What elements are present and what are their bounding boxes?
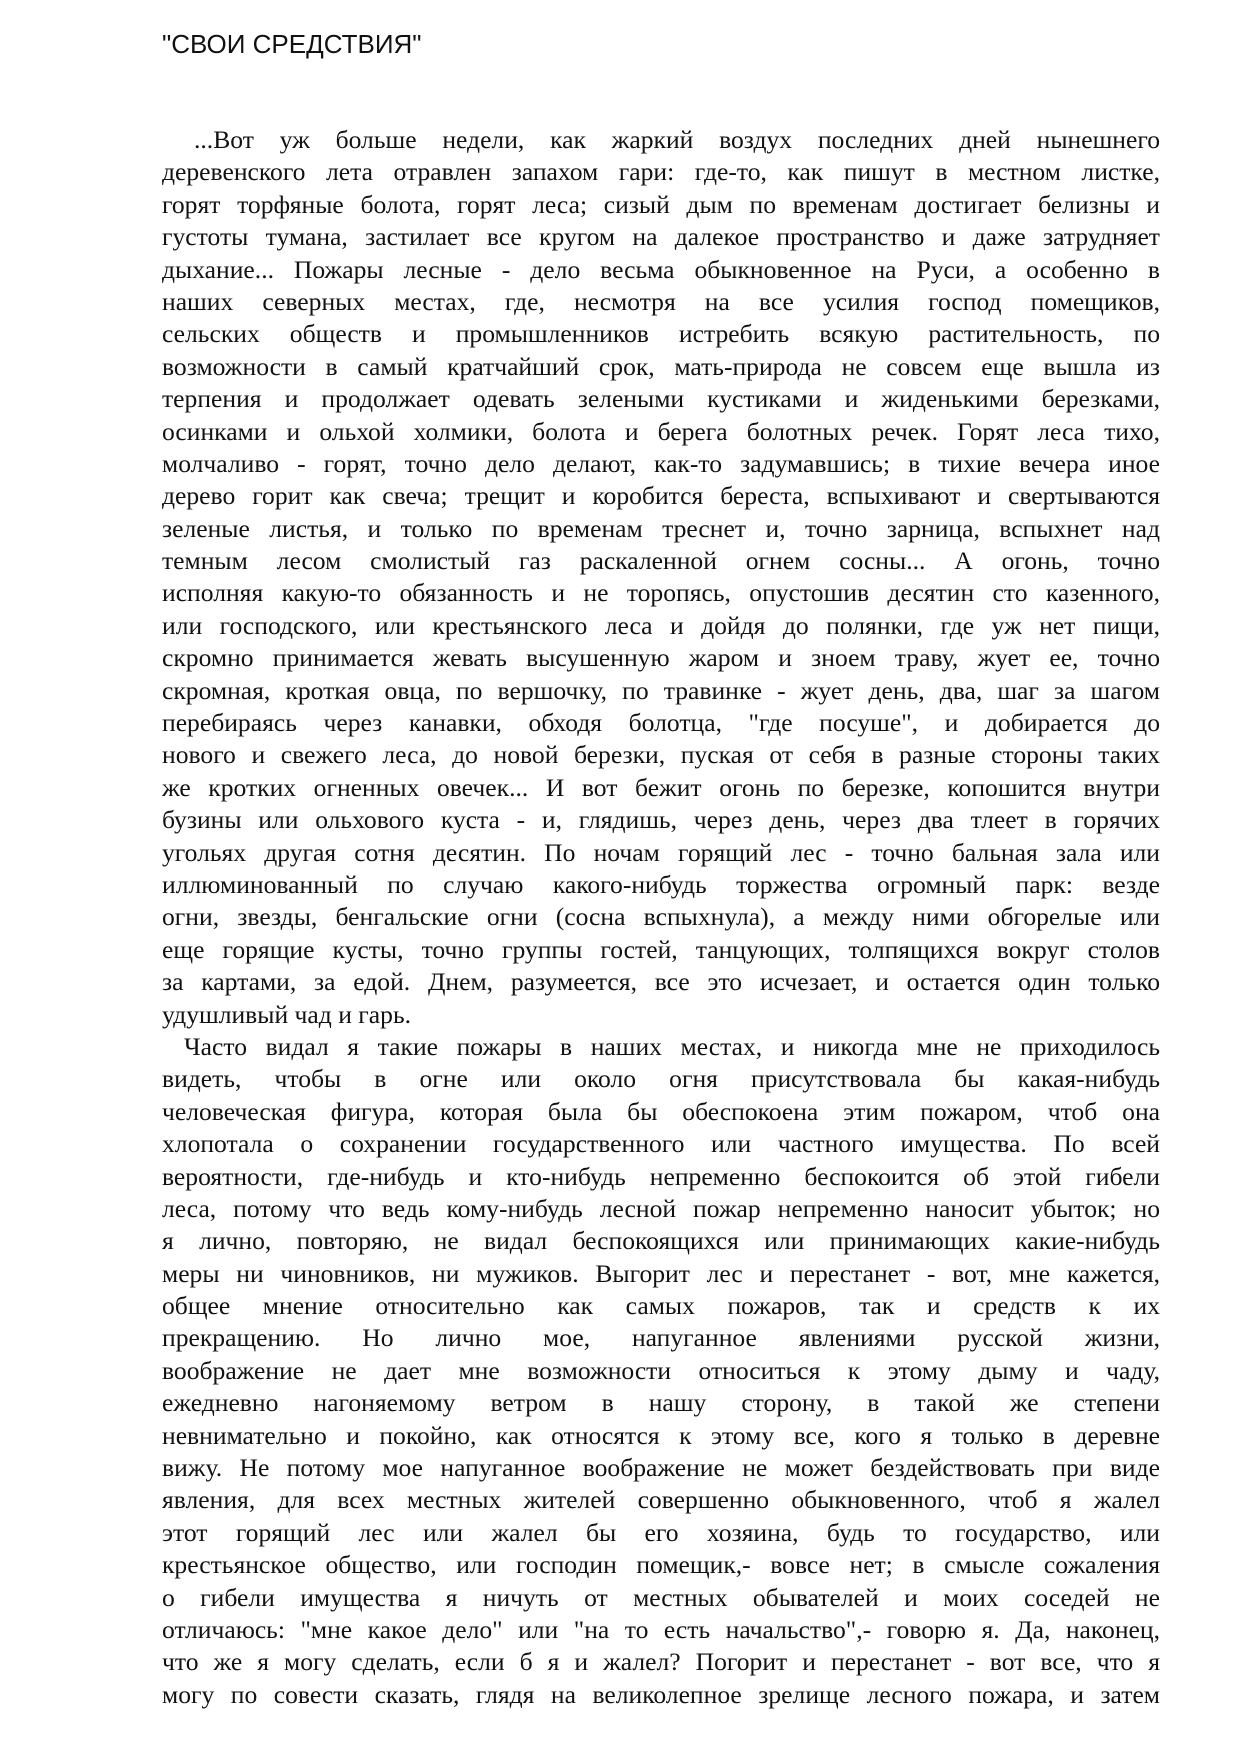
- text-line: воображение не дает мне возможности относиться к этому дыму и чаду,: [162, 1355, 1160, 1385]
- text-line: невнимательно и покойно, как относятся к этому все, кого я только в деревне: [162, 1420, 1160, 1450]
- text-line: угольях другая сотня десятин. По ночам горящий лес - точно бальная зала или: [162, 837, 1160, 867]
- text-line: человеческая фигура, которая была бы обеспокоена этим пожаром, чтоб она: [162, 1096, 1160, 1126]
- document-title: "СВОИ СРЕДСТВИЯ": [162, 29, 422, 59]
- text-line: темным лесом смолистый газ раскаленной огнем сосны... А огонь, точно: [162, 546, 1160, 576]
- text-line: о гибели имущества я ничуть от местных обывателей и моих соседей не: [162, 1582, 1160, 1612]
- text-line: Часто видал я такие пожары в наших местах, и никогда мне не приходилось: [184, 1031, 1160, 1061]
- text-line: удушливый чад и гарь.: [162, 999, 412, 1029]
- text-line: терпения и продолжает одевать зелеными кустиками и жиденькими березками,: [162, 384, 1160, 414]
- text-line: огни, звезды, бенгальские огни (сосна вспыхнула), а между ними обгорелые или: [162, 902, 1160, 932]
- document-body: [162, 124, 1160, 1711]
- text-line: этот горящий лес или жалел бы его хозяина, будь то государство, или: [162, 1517, 1160, 1547]
- text-line: молчаливо - горят, точно дело делают, как-то задумавшись; в тихие вечера иное: [162, 448, 1160, 478]
- text-line: хлопотала о сохранении государственного или частного имущества. По всей: [162, 1129, 1160, 1159]
- text-line: ежедневно нагоняемому ветром в нашу сторону, в такой же степени: [162, 1388, 1160, 1418]
- text-line: видеть, чтобы в огне или около огня присутствовала бы какая-нибудь: [162, 1064, 1160, 1094]
- text-line: за картами, за едой. Днем, разумеется, все это исчезает, и остается один только: [162, 967, 1160, 997]
- text-line: я лично, повторяю, не видал беспокоящихся или принимающих какие-нибудь: [162, 1226, 1160, 1256]
- text-line: вероятности, где-нибудь и кто-нибудь непременно беспокоится об этой гибели: [162, 1161, 1160, 1191]
- text-line: вижу. Не потому мое напуганное воображение не может бездействовать при виде: [162, 1453, 1160, 1483]
- text-line: прекращению. Но лично мое, напуганное явлениями русской жизни,: [162, 1323, 1160, 1353]
- text-line: наших северных местах, где, несмотря на все усилия господ помещиков,: [162, 286, 1160, 316]
- text-line: нового и свежего леса, до новой березки, пуская от себя в разные стороны таких: [162, 740, 1160, 770]
- text-line: скромно принимается жевать высушенную жаром и зноем траву, жует ее, точно: [162, 643, 1160, 673]
- text-line: дыхание... Пожары лесные - дело весьма обыкновенное на Руси, а особенно в: [162, 254, 1160, 284]
- text-line: ...Вот уж больше недели, как жаркий воздух последних дней нынешнего: [194, 125, 1160, 154]
- text-line: отличаюсь: "мне какое дело" или "на то есть начальство",- говорю я. Да, наконец,: [162, 1614, 1160, 1644]
- text-line: иллюминованный по случаю какого-нибудь торжества огромный парк: везде: [162, 869, 1160, 899]
- text-line: еще горящие кусты, точно группы гостей, танцующих, толпящихся вокруг столов: [162, 934, 1160, 964]
- text-line: возможности в самый кратчайший срок, мать-природа не совсем еще вышла из: [162, 351, 1160, 381]
- text-line: осинками и ольхой холмики, болота и берега болотных речек. Горят леса тихо,: [162, 416, 1160, 446]
- text-line: дерево горит как свеча; трещит и коробится береста, вспыхивают и свертываются: [162, 481, 1160, 511]
- text-line: или господского, или крестьянского леса и дойдя до полянки, где уж нет пищи,: [162, 610, 1160, 640]
- text-line: исполняя какую-то обязанность и не торопясь, опустошив десятин сто казенного,: [162, 578, 1160, 608]
- text-line: могу по совести сказать, глядя на великолепное зрелище лесного пожара, и затем: [162, 1679, 1160, 1709]
- text-line: меры ни чиновников, ни мужиков. Выгорит лес и перестанет - вот, мне кажется,: [162, 1258, 1160, 1288]
- text-line: что же я могу сделать, если б я и жалел? Погорит и перестанет - вот все, что я: [162, 1647, 1160, 1677]
- text-line: крестьянское общество, или господин помещик,- вовсе нет; в смысле сожаления: [162, 1550, 1160, 1580]
- paragraph-1: [162, 124, 1160, 1031]
- text-line: деревенского лета отравлен запахом гари: где-то, как пишут в местном листке,: [162, 157, 1160, 187]
- text-line: бузины или ольхового куста - и, глядишь, через день, через два тлеет в горячих: [162, 805, 1160, 835]
- text-line: леса, потому что ведь кому-нибудь лесной пожар непременно наносит убыток; но: [162, 1193, 1160, 1223]
- paragraph-2: [162, 1031, 1160, 1711]
- text-line: же кротких огненных овечек... И вот бежит огонь по березке, копошится внутри: [162, 772, 1160, 802]
- text-line: общее мнение относительно как самых пожаров, так и средств к их: [162, 1291, 1160, 1321]
- text-line: скромная, кроткая овца, по вершочку, по травинке - жует день, два, шаг за шагом: [162, 675, 1160, 705]
- text-line: явления, для всех местных жителей совершенно обыкновенного, чтоб я жалел: [162, 1485, 1160, 1515]
- text-line: зеленые листья, и только по временам треснет и, точно зарница, вспыхнет над: [162, 513, 1160, 543]
- text-line: перебираясь через канавки, обходя болотца, "где посуше", и добирается до: [162, 708, 1160, 738]
- text-line: горят торфяные болота, горят леса; сизый дым по временам достигает белизны и: [162, 189, 1160, 219]
- text-line: сельских обществ и промышленников истребить всякую растительность, по: [162, 319, 1160, 349]
- text-line: густоты тумана, застилает все кругом на далекое пространство и даже затрудняет: [162, 222, 1160, 252]
